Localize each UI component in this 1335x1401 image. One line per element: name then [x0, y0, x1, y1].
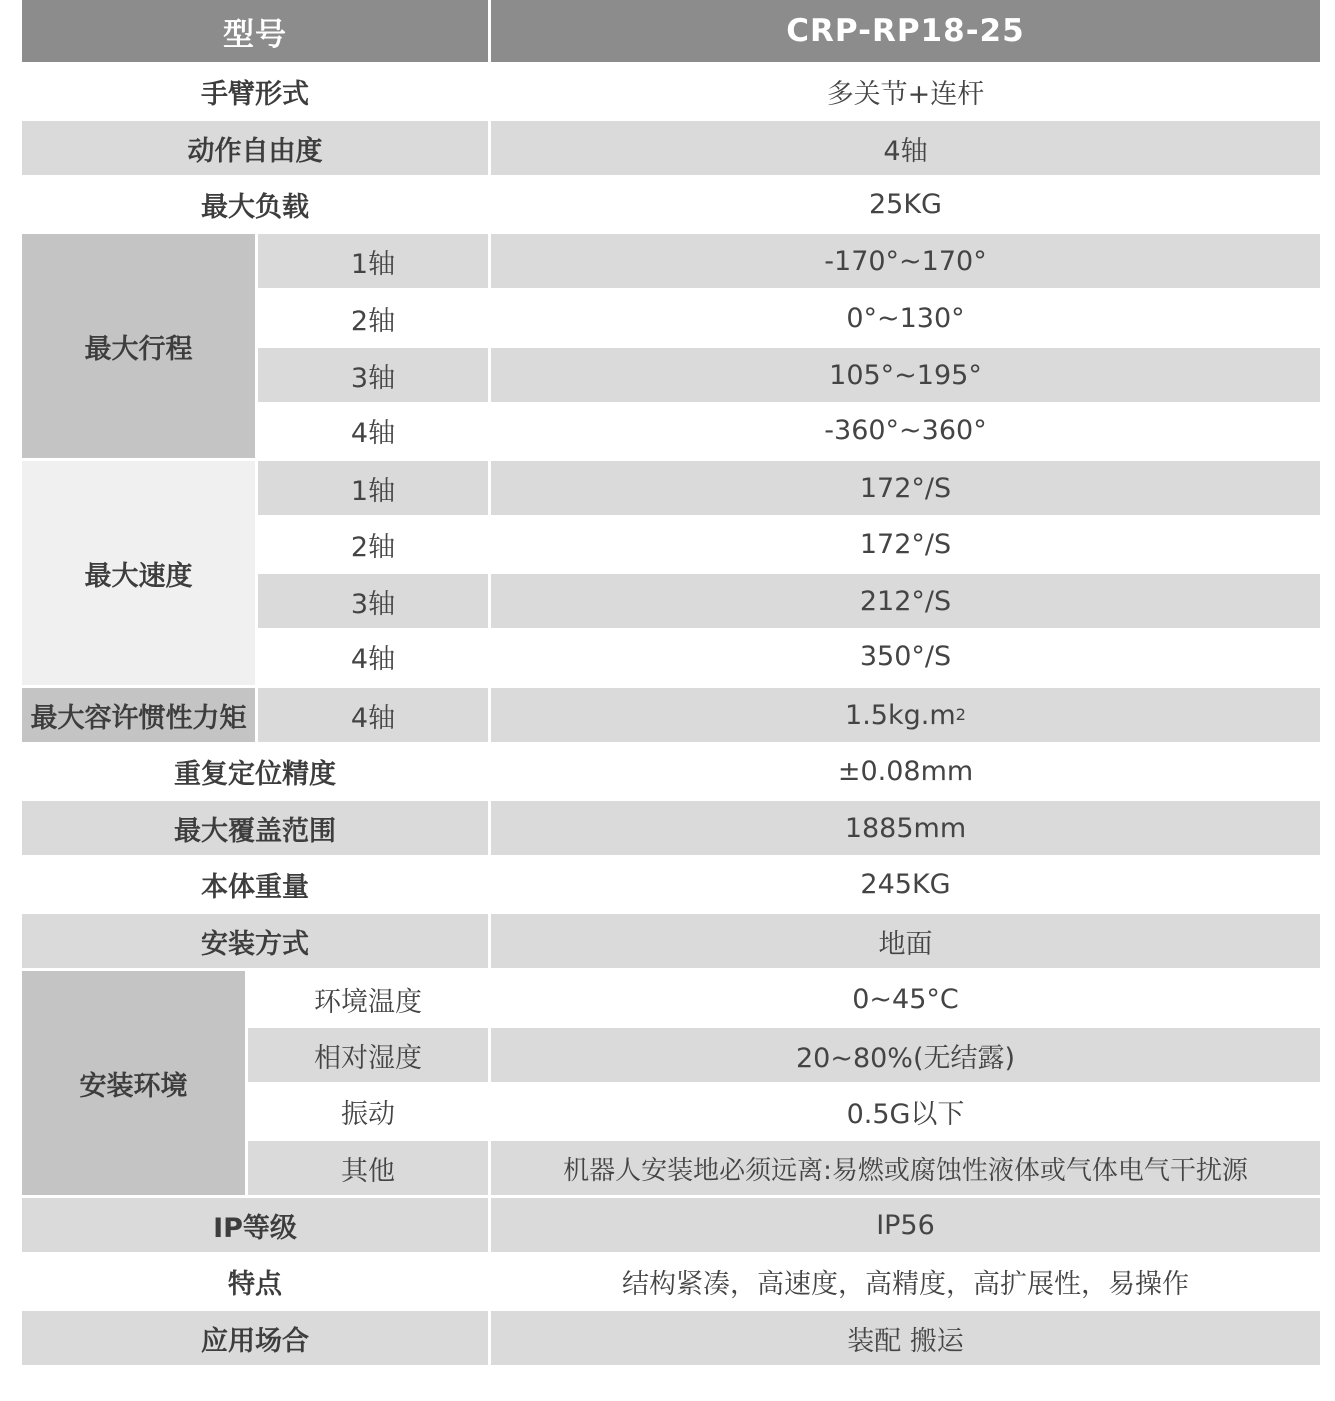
- axis-label: 1轴: [258, 234, 488, 288]
- row-label: 动作自由度: [22, 121, 488, 175]
- table-row: [258, 461, 1320, 515]
- axis-label: 1轴: [258, 461, 488, 515]
- row-value: 172°/S: [491, 461, 1320, 515]
- env-item-label: 环境温度: [248, 971, 488, 1028]
- group-label-speed: 最大速度: [22, 461, 255, 685]
- row-value: 机器人安装地必须远离:易燃或腐蚀性液体或气体电气干扰源: [491, 1141, 1320, 1195]
- group-label-travel: 最大行程: [22, 234, 255, 458]
- table-row: [22, 1252, 1320, 1311]
- axis-label: 4轴: [258, 688, 488, 742]
- row-label: 最大容许惯性力矩: [22, 688, 255, 742]
- axis-label: 4轴: [258, 628, 488, 685]
- row-value: 105°~195°: [491, 348, 1320, 402]
- row-label: 手臂形式: [22, 62, 488, 121]
- table-header: [22, 0, 1320, 62]
- row-value: 25KG: [491, 175, 1320, 234]
- row-value: 1885mm: [491, 801, 1320, 855]
- table-row: [22, 1198, 1320, 1252]
- table-row: [22, 175, 1320, 234]
- table-row: [22, 742, 1320, 801]
- row-label: 应用场合: [22, 1311, 488, 1365]
- table-row: [248, 1028, 1320, 1082]
- table-row: [22, 121, 1320, 175]
- row-value: ±0.08mm: [491, 742, 1320, 801]
- table-row: [248, 971, 1320, 1028]
- table-row: [248, 1082, 1320, 1141]
- table-row: [22, 801, 1320, 855]
- row-value: 245KG: [491, 855, 1320, 914]
- table-row: [248, 1141, 1320, 1195]
- env-item-label: 相对湿度: [248, 1028, 488, 1082]
- row-value: 20~80%(无结露): [491, 1028, 1320, 1082]
- row-value: 结构紧凑，高速度，高精度，高扩展性，易操作: [491, 1252, 1320, 1311]
- row-value: 212°/S: [491, 574, 1320, 628]
- header-label: 型号: [22, 0, 488, 62]
- row-value: IP56: [491, 1198, 1320, 1252]
- row-value: 装配 搬运: [491, 1311, 1320, 1365]
- group-label-environment: 安装环境: [22, 971, 245, 1195]
- axis-label: 2轴: [258, 288, 488, 348]
- row-value: 350°/S: [491, 628, 1320, 685]
- row-label: 最大覆盖范围: [22, 801, 488, 855]
- axis-label: 3轴: [258, 574, 488, 628]
- row-label: 最大负载: [22, 175, 488, 234]
- table-row: [258, 574, 1320, 628]
- table-row: [22, 914, 1320, 968]
- table-row: [258, 515, 1320, 574]
- table-row: [22, 1311, 1320, 1365]
- row-value: 0~45°C: [491, 971, 1320, 1028]
- row-value: 0°~130°: [491, 288, 1320, 348]
- table-row: [258, 234, 1320, 288]
- row-label: 本体重量: [22, 855, 488, 914]
- axis-label: 4轴: [258, 402, 488, 458]
- axis-label: 3轴: [258, 348, 488, 402]
- env-item-label: 振动: [248, 1082, 488, 1141]
- row-label: IP等级: [22, 1198, 488, 1252]
- row-value: 多关节+连杆: [491, 62, 1320, 121]
- row-label: 特点: [22, 1252, 488, 1311]
- row-value: 1.5kg.m 2: [491, 688, 1320, 742]
- table-row: [258, 348, 1320, 402]
- table-row: [258, 288, 1320, 348]
- env-item-label: 其他: [248, 1141, 488, 1195]
- table-row: [258, 402, 1320, 458]
- table-row: [258, 628, 1320, 685]
- inertia-value: 1.5kg.m: [845, 699, 956, 731]
- row-value: 4轴: [491, 121, 1320, 175]
- table-row: [22, 62, 1320, 121]
- row-label: 重复定位精度: [22, 742, 488, 801]
- table-row: [22, 855, 1320, 914]
- axis-label: 2轴: [258, 515, 488, 574]
- row-value: -170°~170°: [491, 234, 1320, 288]
- row-value: 172°/S: [491, 515, 1320, 574]
- row-label: 安装方式: [22, 914, 488, 968]
- row-value: 地面: [491, 914, 1320, 968]
- header-model: CRP-RP18-25: [491, 0, 1320, 62]
- table-row: [22, 688, 1320, 742]
- row-value: 0.5G以下: [491, 1082, 1320, 1141]
- row-value: -360°~360°: [491, 402, 1320, 458]
